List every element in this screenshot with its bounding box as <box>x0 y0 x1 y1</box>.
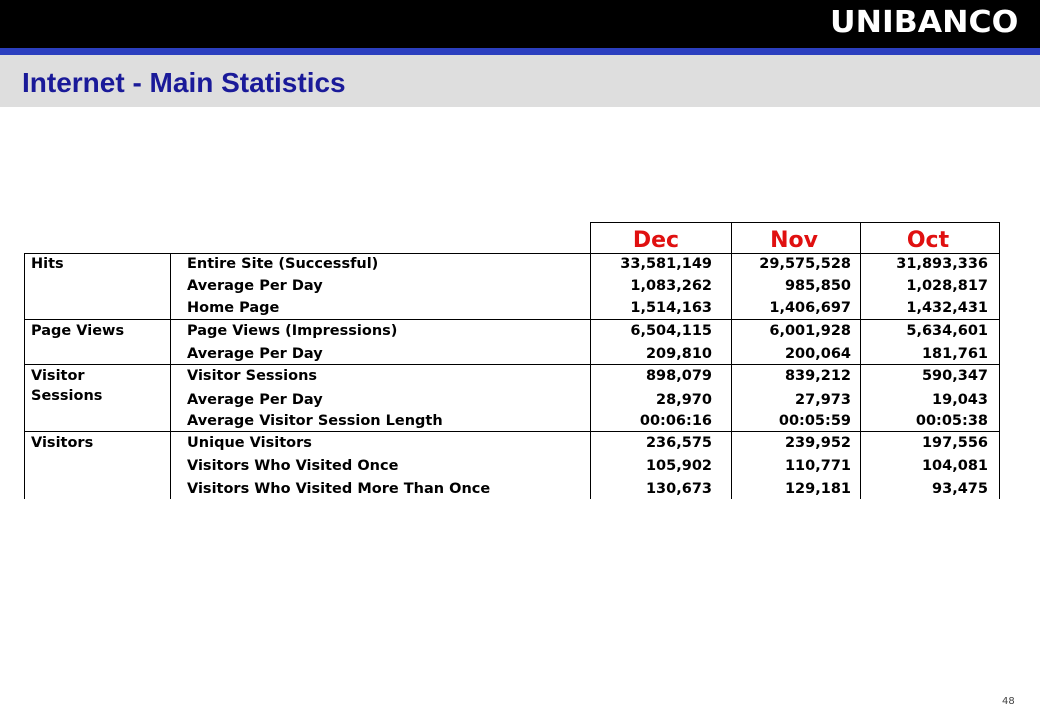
value-oct: 104,081 <box>921 458 988 474</box>
col-rule-left <box>24 253 25 499</box>
unibanco-logo: UNIBANCO <box>829 5 1018 40</box>
group-label-page-views: Page Views <box>31 323 125 339</box>
value-oct: 19,043 <box>932 392 988 408</box>
value-oct: 00:05:38 <box>915 413 988 429</box>
value-nov: 200,064 <box>784 346 851 362</box>
group-label-visitor-sessions-line1: Visitor <box>31 368 85 384</box>
row-label: Unique Visitors <box>187 435 312 451</box>
value-oct: 197,556 <box>921 435 988 451</box>
value-dec: 130,673 <box>645 481 712 497</box>
month-header-oct: Oct <box>906 228 950 253</box>
value-dec: 105,902 <box>645 458 712 474</box>
value-nov: 839,212 <box>784 368 851 384</box>
group-label-hits: Hits <box>31 256 64 272</box>
value-oct: 1,432,431 <box>906 300 988 316</box>
row-label: Average Visitor Session Length <box>187 413 443 429</box>
page-title: Internet - Main Statistics <box>22 67 346 98</box>
value-dec: 1,083,262 <box>630 278 712 294</box>
value-oct: 93,475 <box>932 481 988 497</box>
value-oct: 590,347 <box>921 368 988 384</box>
row-label: Visitors Who Visited More Than Once <box>187 481 491 497</box>
group-label-visitor-sessions-line2: Sessions <box>31 388 103 404</box>
header-top-rule <box>590 222 1000 223</box>
month-header-dec: Dec <box>632 228 680 253</box>
value-nov: 110,771 <box>784 458 851 474</box>
value-nov: 27,973 <box>795 392 851 408</box>
value-dec: 209,810 <box>645 346 712 362</box>
value-nov: 1,406,697 <box>769 300 851 316</box>
value-nov: 29,575,528 <box>759 256 851 272</box>
col-rule-right <box>999 222 1000 499</box>
row-label: Average Per Day <box>187 278 323 294</box>
value-nov: 6,001,928 <box>769 323 851 339</box>
value-oct: 31,893,336 <box>896 256 988 272</box>
value-nov: 129,181 <box>784 481 851 497</box>
group-label-visitors: Visitors <box>31 435 94 451</box>
row-label: Visitor Sessions <box>187 368 318 384</box>
value-nov: 985,850 <box>784 278 851 294</box>
value-oct: 1,028,817 <box>906 278 988 294</box>
value-dec: 00:06:16 <box>639 413 712 429</box>
value-nov: 00:05:59 <box>778 413 851 429</box>
value-oct: 5,634,601 <box>906 323 988 339</box>
value-dec: 236,575 <box>645 435 712 451</box>
value-dec: 1,514,163 <box>630 300 712 316</box>
row-label: Average Per Day <box>187 346 323 362</box>
row-label: Home Page <box>187 300 280 316</box>
row-label: Visitors Who Visited Once <box>187 458 399 474</box>
value-dec: 33,581,149 <box>620 256 712 272</box>
row-label: Page Views (Impressions) <box>187 323 398 339</box>
col-rule-group <box>170 253 171 499</box>
row-label: Entire Site (Successful) <box>187 256 379 272</box>
value-nov: 239,952 <box>784 435 851 451</box>
value-dec: 28,970 <box>656 392 712 408</box>
row-label: Average Per Day <box>187 392 323 408</box>
month-header-nov: Nov <box>770 228 818 253</box>
value-oct: 181,761 <box>921 346 988 362</box>
page-number: 48 <box>1002 696 1015 707</box>
value-dec: 898,079 <box>645 368 712 384</box>
value-dec: 6,504,115 <box>630 323 712 339</box>
